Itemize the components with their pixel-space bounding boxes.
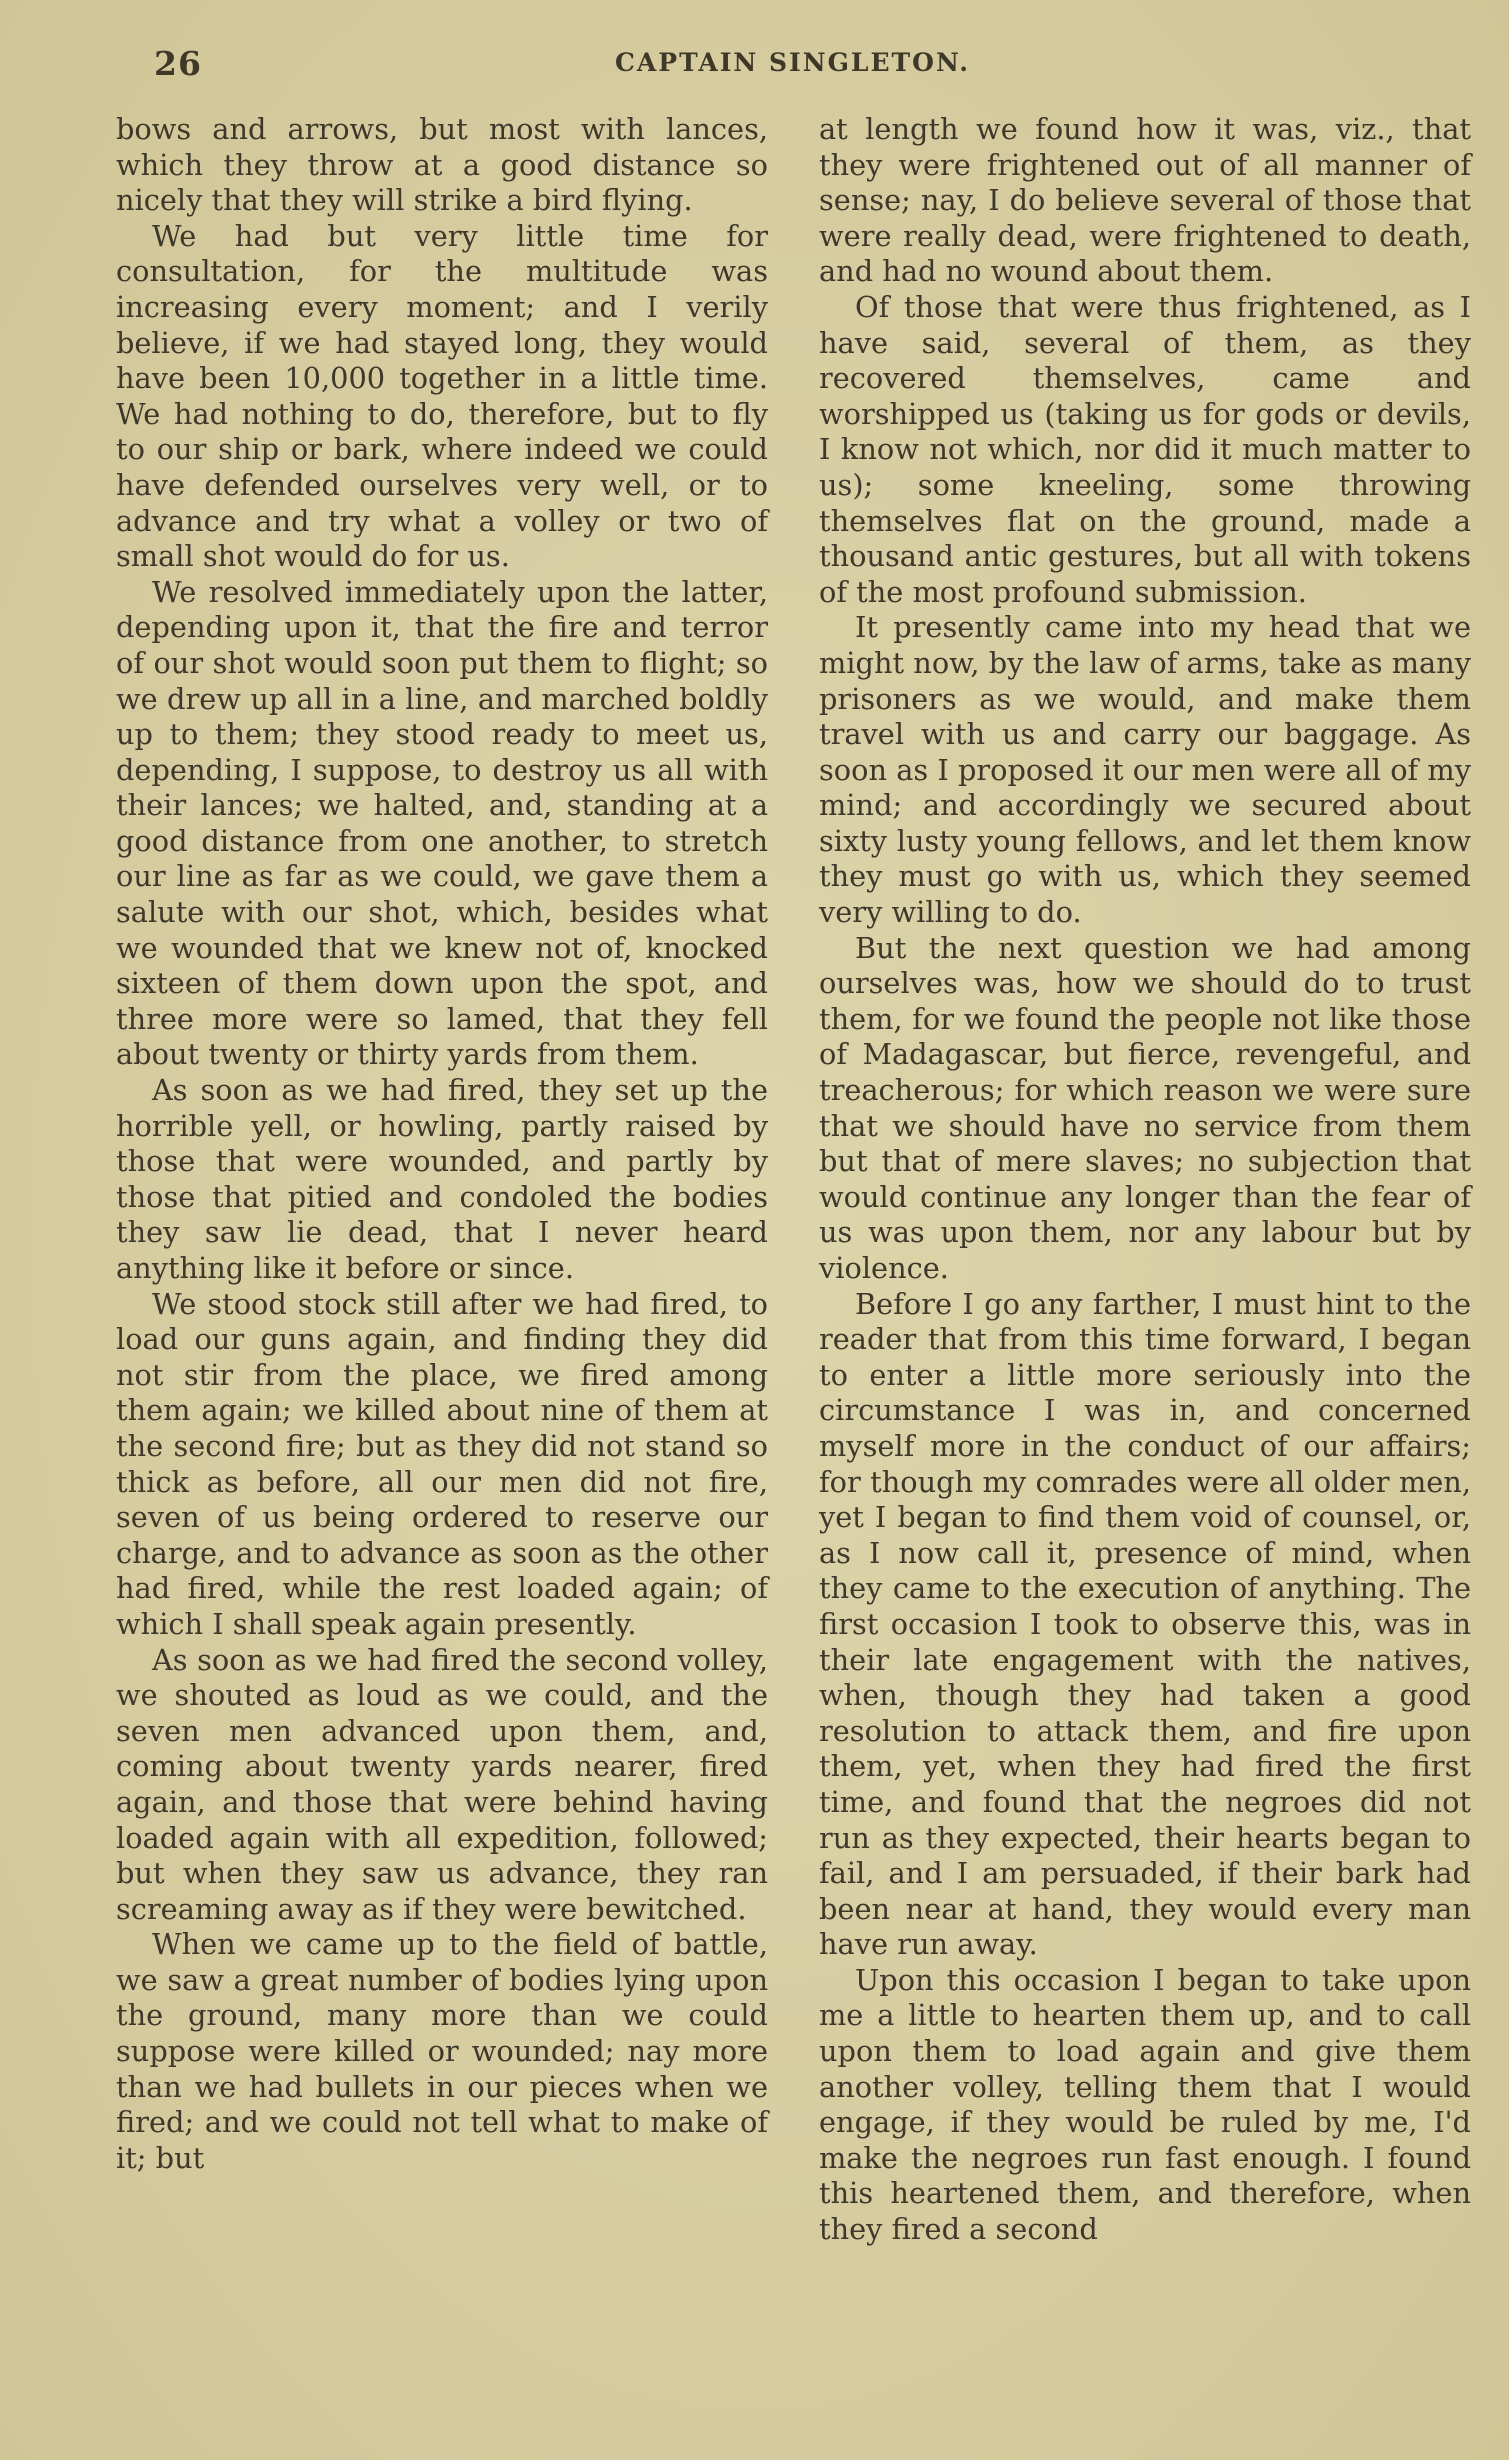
paragraph: Of those that were thus frightened, as I have said, several of them, as they recovered themselves, came and worshipped us (taking us for gods or devils, I know not which, nor did it much matter to us); some kneeling, some throwing themselves flat on the ground, made a thousand antic gestures, but all with tokens of the most profound submission. (819, 289, 1471, 609)
paragraph: at length we found how it was, viz., that they were frightened out of all manner of sense; nay, I do believe several of those that were really dead, were frightened to death, and had no wound about them. (819, 112, 1471, 289)
paragraph: We stood stock still after we had fired, to load our guns again, and finding they did not stir from the place, we fired among them again; we killed about nine of them at the second fire; but as they did not stand so thick as before, all our men did not fire, seven of us being ordered to reserve our charge, and to advance as soon as the other had fired, while the rest loaded again; of which I shall speak again presently. (116, 1286, 768, 1641)
paragraph: As soon as we had fired, they set up the horrible yell, or howling, partly raised by those that were wounded, and partly by those that pitied and condoled the bodies they saw lie dead, that I never heard anything like it before or since. (116, 1073, 768, 1285)
left-column (116, 112, 768, 2176)
paragraph: When we came up to the field of battle, we saw a great number of bodies lying upon the ground, many more than we could suppose were killed or wounded; nay more than we had bullets in our pieces when we fired; and we could not tell what to make of it; but (116, 1927, 768, 2175)
paragraph: We had but very little time for consultation, for the multitude was increasing every moment; and I verily believe, if we had stayed long, they would have been 10,000 together in a little time. We had nothing to do, therefore, but to fly to our ship or bark, where indeed we could have defended ourselves very well, or to advance and try what a volley or two of small shot would do for us. (116, 218, 768, 574)
right-column (819, 112, 1471, 2248)
paragraph: Upon this occasion I began to take upon me a little to hearten them up, and to call upon them to load again and give them another volley, telling them that I would engage, if they would be ruled by me, I'd make the negroes run fast enough. I found this heartened them, and therefore, when they fired a second (819, 1962, 1471, 2247)
paragraph: We resolved immediately upon the latter, depending upon it, that the fire and terror of our shot would soon put them to flight; so we drew up all in a line, and marched boldly up to them; they stood ready to meet us, depending, I suppose, to destroy us all with their lances; we halted, and, standing at a good distance from one another, to stretch our line as far as we could, we gave them a salute with our shot, which, besides what we wounded that we knew not of, knocked sixteen of them down upon the spot, and three more were so lamed, that they fell about twenty or thirty yards from them. (116, 574, 768, 1072)
running-title: CAPTAIN SINGLETON. (615, 48, 970, 77)
paragraph: Before I go any farther, I must hint to the reader that from this time forward, I began to enter a little more seriously into the circumstance I was in, and concerned myself more in the conduct of our affairs; for though my comrades were all older men, yet I began to find them void of counsel, or, as I now call it, presence of mind, when they came to the execution of anything. The first occasion I took to observe this, was in their late engagement with the natives, when, though they had taken a good resolution to attack them, and fire upon them, yet, when they had fired the first time, and found that the negroes did not run as they expected, their hearts began to fail, and I am persuaded, if their bark had been near at hand, they would every man have run away. (819, 1286, 1471, 1962)
page-number: 26 (154, 44, 202, 83)
paragraph: bows and arrows, but most with lances, which they throw at a good distance so nicely that they will strike a bird flying. (116, 112, 768, 218)
paragraph: As soon as we had fired the second volley, we shouted as loud as we could, and the seven men advanced upon them, and, coming about twenty yards nearer, fired again, and those that were behind having loaded again with all expedition, followed; but when they saw us advance, they ran screaming away as if they were bewitched. (116, 1642, 768, 1926)
page-header (150, 44, 1470, 94)
paragraph: It presently came into my head that we might now, by the law of arms, take as many prisoners as we would, and make them travel with us and carry our baggage. As soon as I proposed it our men were all of my mind; and accordingly we secured about sixty lusty young fellows, and let them know they must go with us, which they seemed very willing to do. (819, 610, 1471, 930)
paragraph: But the next question we had among ourselves was, how we should do to trust them, for we found the people not like those of Madagascar, but fierce, revengeful, and treacherous; for which reason we were sure that we should have no service from them but that of mere slaves; no subjection that would continue any longer than the fear of us was upon them, nor any labour but by violence. (819, 930, 1471, 1285)
